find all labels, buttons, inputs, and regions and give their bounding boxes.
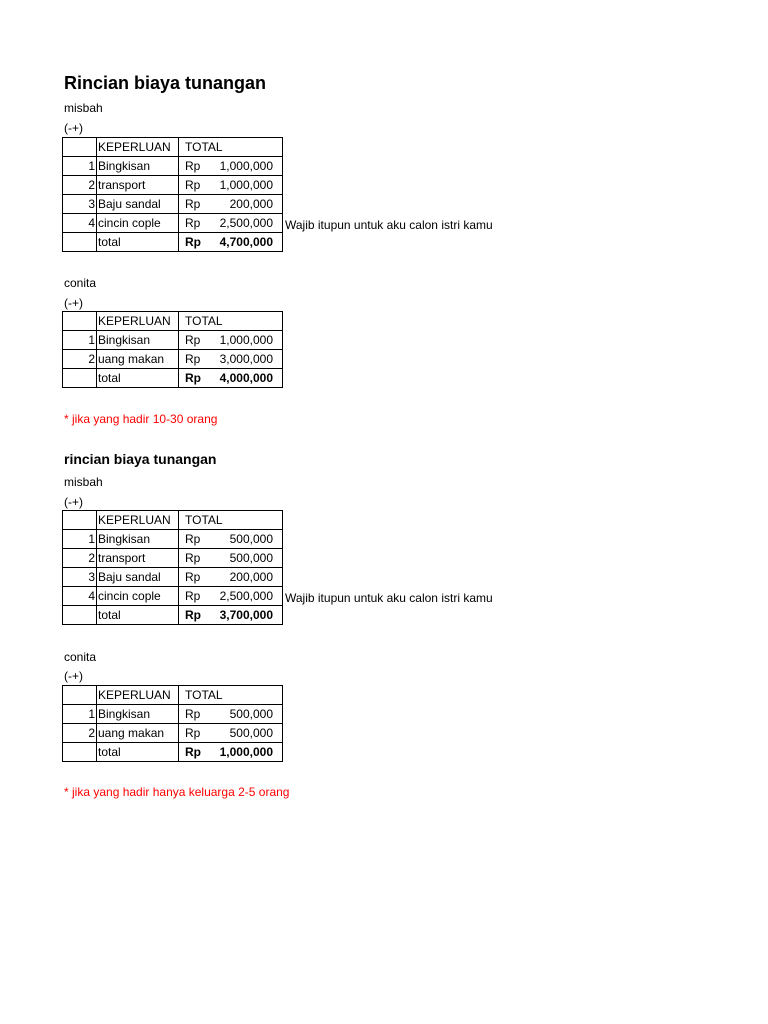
row-amount: 1,000,000	[219, 159, 273, 173]
person-name: conita	[64, 276, 97, 290]
row-amount: 3,000,000	[219, 352, 273, 366]
row-note: Wajib itupun untuk aku calon istri kamu	[285, 591, 493, 605]
table-header-row	[63, 511, 283, 530]
row-number: 1	[63, 530, 97, 549]
total-amount-cell	[179, 369, 283, 388]
table-total-row	[63, 369, 283, 388]
total-currency: Rp	[185, 235, 201, 249]
approx-sign: (-+)	[64, 495, 83, 509]
table-header-row	[63, 686, 283, 705]
row-item: transport	[97, 549, 179, 568]
table-cell-no	[63, 743, 97, 762]
table-row	[63, 724, 283, 743]
table-header-row	[63, 138, 283, 157]
row-item: uang makan	[97, 350, 179, 369]
table-header-row	[63, 312, 283, 331]
row-amount: 200,000	[229, 570, 273, 584]
table-row	[63, 157, 283, 176]
table-cell-no	[63, 233, 97, 252]
header-total: TOTAL	[179, 312, 283, 331]
total-currency: Rp	[185, 371, 201, 385]
row-currency: Rp	[185, 333, 201, 347]
header-keperluan: KEPERLUAN	[97, 686, 179, 705]
footnote: * jika yang hadir hanya keluarga 2-5 orang	[64, 785, 290, 799]
total-amount-cell	[179, 233, 283, 252]
row-currency: Rp	[185, 707, 201, 721]
total-label: total	[97, 606, 179, 625]
row-number: 2	[63, 350, 97, 369]
table-cell-no	[63, 312, 97, 331]
header-keperluan: KEPERLUAN	[97, 312, 179, 331]
approx-sign: (-+)	[64, 121, 83, 135]
total-amount: 3,700,000	[219, 608, 273, 622]
row-amount: 1,000,000	[219, 333, 273, 347]
table-row	[63, 350, 283, 369]
table-total-row	[63, 606, 283, 625]
total-amount: 4,700,000	[219, 235, 273, 249]
header-total: TOTAL	[179, 511, 283, 530]
row-item: cincin cople	[97, 214, 179, 233]
total-currency: Rp	[185, 608, 201, 622]
row-currency: Rp	[185, 216, 201, 230]
row-amount-cell	[179, 530, 283, 549]
row-currency: Rp	[185, 589, 201, 603]
row-amount-cell	[179, 705, 283, 724]
footnote: * jika yang hadir 10-30 orang	[64, 412, 218, 426]
row-item: Bingkisan	[97, 331, 179, 350]
total-currency: Rp	[185, 745, 201, 759]
table-row	[63, 530, 283, 549]
row-amount-cell	[179, 157, 283, 176]
table-row	[63, 705, 283, 724]
row-amount: 500,000	[229, 707, 273, 721]
row-amount-cell	[179, 195, 283, 214]
header-total: TOTAL	[179, 686, 283, 705]
table-cell-no	[63, 138, 97, 157]
row-amount-cell	[179, 350, 283, 369]
table-cell-no	[63, 369, 97, 388]
person-name: misbah	[64, 101, 103, 115]
row-currency: Rp	[185, 726, 201, 740]
total-label: total	[97, 369, 179, 388]
header-keperluan: KEPERLUAN	[97, 511, 179, 530]
table-row	[63, 195, 283, 214]
row-number: 2	[63, 176, 97, 195]
row-currency: Rp	[185, 159, 201, 173]
table-cell-no	[63, 686, 97, 705]
row-number: 2	[63, 724, 97, 743]
approx-sign: (-+)	[64, 296, 83, 310]
row-amount: 2,500,000	[219, 216, 273, 230]
row-item: uang makan	[97, 724, 179, 743]
total-amount-cell	[179, 743, 283, 762]
table-total-row	[63, 743, 283, 762]
row-amount-cell	[179, 176, 283, 195]
table-row	[63, 176, 283, 195]
row-item: transport	[97, 176, 179, 195]
section-title: Rincian biaya tunangan	[64, 73, 267, 93]
row-item: Baju sandal	[97, 195, 179, 214]
table-row	[63, 549, 283, 568]
row-item: cincin cople	[97, 587, 179, 606]
row-number: 1	[63, 705, 97, 724]
row-item: Baju sandal	[97, 568, 179, 587]
total-amount-cell	[179, 606, 283, 625]
table-row	[63, 587, 283, 606]
table-total-row	[63, 233, 283, 252]
row-currency: Rp	[185, 551, 201, 565]
row-number: 2	[63, 549, 97, 568]
header-total: TOTAL	[179, 138, 283, 157]
header-keperluan: KEPERLUAN	[97, 138, 179, 157]
row-item: Bingkisan	[97, 530, 179, 549]
row-note: Wajib itupun untuk aku calon istri kamu	[285, 218, 493, 232]
row-amount-cell	[179, 568, 283, 587]
cost-table	[62, 311, 283, 388]
section-title: rincian biaya tunangan	[64, 451, 217, 467]
row-amount-cell	[179, 214, 283, 233]
cost-table	[62, 137, 283, 252]
row-number: 1	[63, 157, 97, 176]
row-number: 3	[63, 195, 97, 214]
row-amount-cell	[179, 549, 283, 568]
row-amount: 500,000	[229, 532, 273, 546]
row-item: Bingkisan	[97, 705, 179, 724]
total-label: total	[97, 743, 179, 762]
person-name: conita	[64, 650, 97, 664]
cost-table	[62, 685, 283, 762]
table-row	[63, 331, 283, 350]
row-number: 3	[63, 568, 97, 587]
row-amount: 1,000,000	[219, 178, 273, 192]
cost-table	[62, 510, 283, 625]
approx-sign: (-+)	[64, 669, 83, 683]
row-currency: Rp	[185, 532, 201, 546]
row-item: Bingkisan	[97, 157, 179, 176]
row-amount-cell	[179, 724, 283, 743]
row-amount: 200,000	[229, 197, 273, 211]
row-amount: 500,000	[229, 726, 273, 740]
total-label: total	[97, 233, 179, 252]
row-amount: 500,000	[229, 551, 273, 565]
row-currency: Rp	[185, 178, 201, 192]
table-cell-no	[63, 511, 97, 530]
row-number: 1	[63, 331, 97, 350]
row-currency: Rp	[185, 352, 201, 366]
row-amount-cell	[179, 331, 283, 350]
row-amount-cell	[179, 587, 283, 606]
table-row	[63, 568, 283, 587]
total-amount: 4,000,000	[219, 371, 273, 385]
row-currency: Rp	[185, 197, 201, 211]
total-amount: 1,000,000	[219, 745, 273, 759]
table-cell-no	[63, 606, 97, 625]
row-number: 4	[63, 214, 97, 233]
table-row	[63, 214, 283, 233]
person-name: misbah	[64, 475, 103, 489]
row-number: 4	[63, 587, 97, 606]
row-amount: 2,500,000	[219, 589, 273, 603]
row-currency: Rp	[185, 570, 201, 584]
